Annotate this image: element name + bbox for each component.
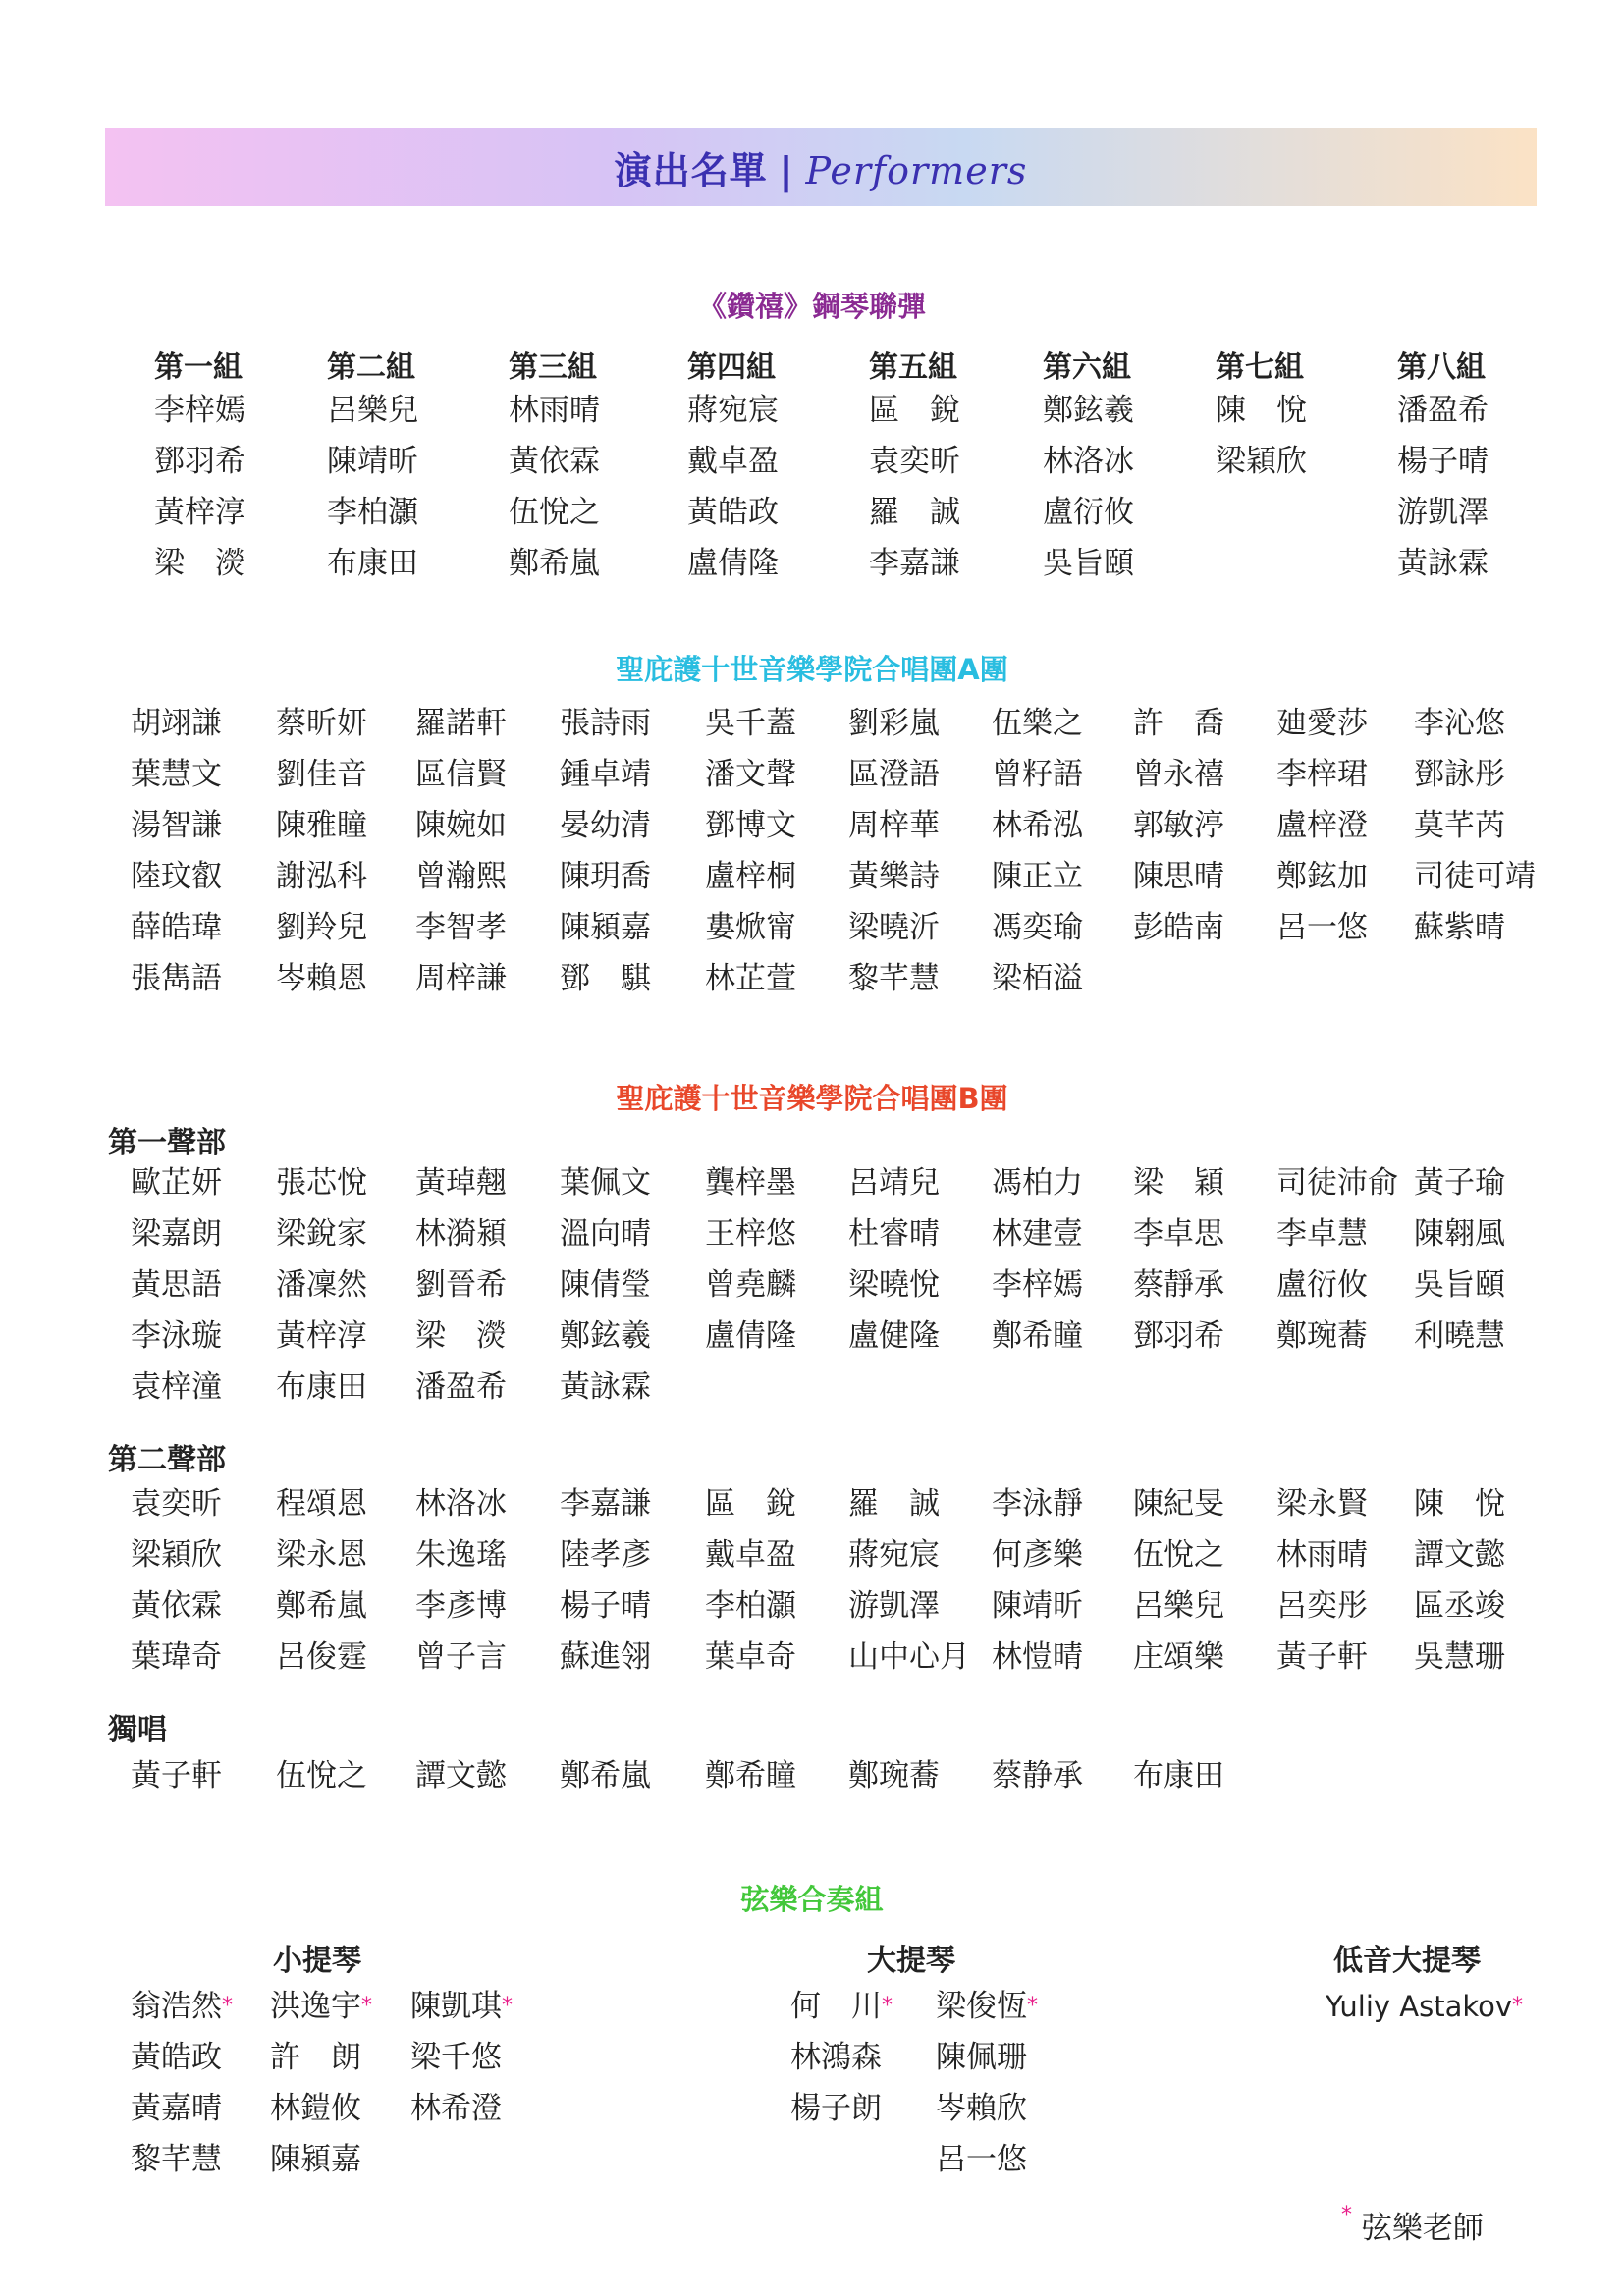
performer-name: 布康田 (1133, 1758, 1224, 1793)
performer-name: 梁千悠 (410, 2040, 502, 2075)
performer-name: 葉慧文 (131, 757, 222, 792)
performer-name: 鄧羽希 (1133, 1318, 1224, 1354)
performer-name: 陳思晴 (1133, 859, 1224, 894)
performer-name: 潘盈希 (1397, 393, 1489, 428)
performer-name: 利曉慧 (1414, 1318, 1505, 1354)
performer-name: 司徒沛俞 (1276, 1165, 1398, 1201)
performer-name: 伍樂之 (992, 706, 1083, 741)
performer-name: 黃子瑜 (1414, 1165, 1505, 1201)
performer-name: 李柏灝 (705, 1588, 796, 1624)
performer-name: 梁穎欣 (131, 1537, 222, 1573)
performer-name: 胡翊謙 (131, 706, 222, 741)
performer-name: 林漪潁 (415, 1216, 507, 1252)
performer-name: 陳倩瑩 (560, 1267, 651, 1303)
performer-name: 梁俊恆* (936, 1989, 1038, 2024)
performer-name: 梁嘉朗 (131, 1216, 222, 1252)
performer-name: 鄭希瞳 (705, 1758, 796, 1793)
performer-name: 歐芷妍 (131, 1165, 222, 1201)
performer-name: 黎芊慧 (131, 2142, 222, 2177)
performer-name: 呂一悠 (936, 2142, 1027, 2177)
performer-name: 鄧羽希 (154, 444, 245, 479)
group-heading: 第五組 (869, 350, 957, 385)
performer-name: 李嘉謙 (869, 546, 960, 581)
performer-name: Yuliy Astakov* (1326, 1990, 1524, 2023)
group-heading: 第六組 (1043, 350, 1131, 385)
performer-name: 廸愛莎 (1276, 706, 1368, 741)
teacher-marker: * (882, 1994, 893, 2018)
performer-name: 周梓華 (848, 808, 940, 843)
performer-name: 譚文懿 (1414, 1537, 1505, 1573)
performer-name: 鄭希嵐 (276, 1588, 367, 1624)
performer-name: 曾永禧 (1133, 757, 1224, 792)
performer-name: 區澄語 (848, 757, 940, 792)
performer-name: 陳潁嘉 (270, 2142, 361, 2177)
performer-name: 林希泓 (992, 808, 1083, 843)
performer-name: 李泳靜 (992, 1486, 1083, 1522)
performer-name: 杜睿晴 (848, 1216, 940, 1252)
teacher-note (1341, 2203, 1484, 2247)
performer-name: 黃依霖 (509, 444, 600, 479)
performer-name: 梁銳家 (276, 1216, 367, 1252)
performer-name: 呂俊霆 (276, 1639, 367, 1675)
performer-name: 陳正立 (992, 859, 1083, 894)
performer-name: 陳雅瞳 (276, 808, 367, 843)
group-heading: 第八組 (1397, 350, 1486, 385)
performer-name: 呂樂兒 (327, 393, 418, 428)
performer-name: 馮奕瑜 (992, 910, 1083, 945)
performer-name: 婁焮甯 (705, 910, 796, 945)
performer-name: 盧梓桐 (705, 859, 796, 894)
performer-name: 袁奕昕 (869, 444, 960, 479)
performer-name: 林洛冰 (1043, 444, 1134, 479)
performer-name: 溫向晴 (560, 1216, 651, 1252)
performer-name: 陸孝彥 (560, 1537, 651, 1573)
performer-name: 羅 誠 (848, 1486, 940, 1522)
performer-name: 黃梓淳 (154, 495, 245, 530)
performer-name: 晏幼清 (560, 808, 651, 843)
performer-name: 曾子言 (415, 1639, 507, 1675)
performer-name: 李梓珺 (1276, 757, 1368, 792)
performer-name: 吳旨頤 (1043, 546, 1134, 581)
performer-name: 鄭鉉加 (1276, 859, 1368, 894)
performer-name: 洪逸宇* (270, 1989, 372, 2024)
group-heading: 第三組 (509, 350, 597, 385)
performer-name: 吳慧珊 (1414, 1639, 1505, 1675)
performer-name: 劉晉希 (415, 1267, 507, 1303)
performer-name: 彭皓南 (1133, 910, 1224, 945)
teacher-marker: * (1512, 1994, 1524, 2018)
performer-name: 黃子軒 (1276, 1639, 1368, 1675)
performer-name: 游凱澤 (1397, 495, 1489, 530)
performer-name: 鄭鉉羲 (1043, 393, 1134, 428)
teacher-note-text: 弦樂老師 (1361, 2211, 1484, 2246)
performer-name: 區 銳 (869, 393, 960, 428)
performer-name: 曾籽語 (992, 757, 1083, 792)
performer-name: 葉佩文 (560, 1165, 651, 1201)
performer-name: 陳 悅 (1414, 1486, 1505, 1522)
performer-name: 戴卓盈 (705, 1537, 796, 1573)
performer-name: 張詩雨 (560, 706, 651, 741)
performer-name: 梁 濙 (415, 1318, 507, 1354)
instrument-heading: 大提琴 (867, 1944, 955, 1978)
performer-name: 盧健隆 (848, 1318, 940, 1354)
group-heading: 第二組 (327, 350, 415, 385)
performer-name: 鄭鉉羲 (560, 1318, 651, 1354)
performer-name: 劉佳音 (276, 757, 367, 792)
performer-name: 潘凜然 (276, 1267, 367, 1303)
performer-name: 林洛冰 (415, 1486, 507, 1522)
performer-name: 盧倩隆 (687, 546, 779, 581)
performer-name: 李泳璇 (131, 1318, 222, 1354)
performer-name: 莫芊芮 (1414, 808, 1505, 843)
performer-name: 黃皓政 (131, 2040, 222, 2075)
star-marker: * (1341, 2203, 1352, 2227)
performer-name: 梁穎欣 (1216, 444, 1307, 479)
performer-name: 伍悅之 (509, 495, 600, 530)
choir-b-section-title: 聖庇護十世音樂學院合唱團B團 (616, 1082, 1008, 1115)
performer-name: 蔡昕妍 (276, 706, 367, 741)
performer-name: 黎芊慧 (848, 961, 940, 996)
performer-name: 許 喬 (1133, 706, 1224, 741)
performer-name: 潘文聲 (705, 757, 796, 792)
performer-name: 鄭琬蕎 (1276, 1318, 1368, 1354)
teacher-marker: * (1027, 1994, 1038, 2018)
voice-part-heading: 第一聲部 (108, 1126, 226, 1160)
performer-name: 陳佩珊 (936, 2040, 1027, 2075)
teacher-marker: * (502, 1994, 513, 2018)
performer-name: 鄭希嵐 (509, 546, 600, 581)
performer-name: 何 川* (790, 1989, 893, 2024)
performer-name: 蔡静承 (992, 1758, 1083, 1793)
performer-name: 羅 誠 (869, 495, 960, 530)
performer-name: 黃依霖 (131, 1588, 222, 1624)
performer-name: 呂靖兒 (848, 1165, 940, 1201)
performer-name: 呂奕彤 (1276, 1588, 1368, 1624)
performer-name: 蔣宛宸 (848, 1537, 940, 1573)
performer-name: 山中心月 (848, 1639, 970, 1675)
performer-name: 伍悅之 (276, 1758, 367, 1793)
performer-name: 郭敏渟 (1133, 808, 1224, 843)
performer-name: 游凱澤 (848, 1588, 940, 1624)
performer-name: 黃嘉晴 (131, 2091, 222, 2126)
performer-name: 袁梓潼 (131, 1369, 222, 1405)
performer-name: 鄧 騏 (560, 961, 651, 996)
performer-name: 吳旨頤 (1414, 1267, 1505, 1303)
performer-name: 袁奕昕 (131, 1486, 222, 1522)
performer-name: 林鎧攸 (270, 2091, 361, 2126)
performer-name: 李嘉謙 (560, 1486, 651, 1522)
teacher-marker: * (222, 1994, 233, 2018)
performer-name: 李梓嫣 (992, 1267, 1083, 1303)
performer-name: 譚文懿 (415, 1758, 507, 1793)
performer-name: 楊子晴 (560, 1588, 651, 1624)
performer-name: 陸玟叡 (131, 859, 222, 894)
performer-name: 陳玥喬 (560, 859, 651, 894)
performer-name: 區信賢 (415, 757, 507, 792)
performer-name: 布康田 (327, 546, 418, 581)
performer-name: 布康田 (276, 1369, 367, 1405)
performer-name: 鄭琬蕎 (848, 1758, 940, 1793)
piano-section-title: 《鑽禧》鋼琴聯彈 (697, 290, 926, 323)
performer-name: 黃詠霖 (560, 1369, 651, 1405)
performer-name: 陳靖昕 (992, 1588, 1083, 1624)
performer-name: 呂樂兒 (1133, 1588, 1224, 1624)
performer-name: 盧衍攸 (1043, 495, 1134, 530)
instrument-heading: 小提琴 (273, 1944, 361, 1978)
performer-name: 鄭希瞳 (992, 1318, 1083, 1354)
performer-name: 戴卓盈 (687, 444, 779, 479)
performer-name: 程頌恩 (276, 1486, 367, 1522)
performer-name: 岑賴恩 (276, 961, 367, 996)
performer-name: 黃梓淳 (276, 1318, 367, 1354)
performer-name: 陳靖昕 (327, 444, 418, 479)
performer-name: 區丞竣 (1414, 1588, 1505, 1624)
title-zh: 演出名單 (614, 148, 768, 192)
performer-name: 伍悅之 (1133, 1537, 1224, 1573)
performer-name: 鄭希嵐 (560, 1758, 651, 1793)
performer-name: 梁曉悅 (848, 1267, 940, 1303)
performer-name: 梁永恩 (276, 1537, 367, 1573)
performer-name: 司徒可靖 (1414, 859, 1536, 894)
performer-name: 楊子晴 (1397, 444, 1489, 479)
performer-name: 林雨晴 (509, 393, 600, 428)
teacher-marker: * (361, 1994, 372, 2018)
voice-part-heading: 獨唱 (108, 1713, 167, 1747)
performer-name: 鄧博文 (705, 808, 796, 843)
performer-name: 許 朗 (270, 2040, 361, 2075)
performer-name: 林希澄 (410, 2091, 502, 2126)
performer-name: 曾瀚熙 (415, 859, 507, 894)
title-en: Performers (805, 148, 1028, 192)
performer-name: 蘇紫晴 (1414, 910, 1505, 945)
performer-name: 何彥樂 (992, 1537, 1083, 1573)
performer-name: 李智孝 (415, 910, 507, 945)
performer-name: 黃皓政 (687, 495, 779, 530)
performer-name: 周梓謙 (415, 961, 507, 996)
strings-section-title: 弦樂合奏組 (740, 1883, 884, 1916)
performer-name: 盧衍攸 (1276, 1267, 1368, 1303)
performer-name: 蘇進翎 (560, 1639, 651, 1675)
performer-name: 黃詠霖 (1397, 546, 1489, 581)
performer-name: 朱逸瑤 (415, 1537, 507, 1573)
group-heading: 第四組 (687, 350, 776, 385)
performer-name: 黃琸翹 (415, 1165, 507, 1201)
performer-name: 陳翱風 (1414, 1216, 1505, 1252)
performer-name: 林愷晴 (992, 1639, 1083, 1675)
performer-name: 楊子朗 (790, 2091, 882, 2126)
performer-name: 李梓嫣 (154, 393, 245, 428)
performer-name: 林雨晴 (1276, 1537, 1368, 1573)
performer-name: 蔣宛宸 (687, 393, 779, 428)
performer-name: 李柏灝 (327, 495, 418, 530)
performer-name: 葉瑋奇 (131, 1639, 222, 1675)
performer-name: 王梓悠 (705, 1216, 796, 1252)
performer-name: 鍾卓靖 (560, 757, 651, 792)
performer-name: 梁永賢 (1276, 1486, 1368, 1522)
performer-name: 龔梓墨 (705, 1165, 796, 1201)
performer-name: 劉彩嵐 (848, 706, 940, 741)
performer-name: 李沁悠 (1414, 706, 1505, 741)
title-banner (105, 128, 1537, 206)
performer-name: 劉羚兒 (276, 910, 367, 945)
performer-name: 湯智謙 (131, 808, 222, 843)
performer-name: 岑賴欣 (936, 2091, 1027, 2126)
performer-name: 林鴻森 (790, 2040, 882, 2075)
performer-name: 李卓慧 (1276, 1216, 1368, 1252)
voice-part-heading: 第二聲部 (108, 1443, 226, 1477)
instrument-heading: 低音大提琴 (1333, 1944, 1481, 1978)
performer-name: 梁栢溢 (992, 961, 1083, 996)
performer-name: 陳婉如 (415, 808, 507, 843)
performer-name: 黃思語 (131, 1267, 222, 1303)
performer-name: 鄧詠彤 (1414, 757, 1505, 792)
performer-name: 張芯悅 (276, 1165, 367, 1201)
performer-name: 曾堯麟 (705, 1267, 796, 1303)
choir-a-section-title: 聖庇護十世音樂學院合唱團A團 (616, 653, 1008, 686)
performer-name: 庄頌樂 (1133, 1639, 1224, 1675)
performer-name: 葉卓奇 (705, 1639, 796, 1675)
performer-name: 梁 濙 (154, 546, 245, 581)
performer-name: 林建壹 (992, 1216, 1083, 1252)
performer-name: 黃子軒 (131, 1758, 222, 1793)
group-heading: 第七組 (1216, 350, 1304, 385)
performer-name: 李卓思 (1133, 1216, 1224, 1252)
performer-name: 陳凱琪* (410, 1989, 513, 2024)
performer-name: 盧倩隆 (705, 1318, 796, 1354)
performer-name: 張雋語 (131, 961, 222, 996)
performer-name: 謝泓科 (276, 859, 367, 894)
group-heading: 第一組 (154, 350, 243, 385)
performer-name: 盧梓澄 (1276, 808, 1368, 843)
performer-name: 蔡靜承 (1133, 1267, 1224, 1303)
performer-name: 薛皓瑋 (131, 910, 222, 945)
title-separator: | (779, 148, 794, 192)
performer-name: 陳潁嘉 (560, 910, 651, 945)
performer-name: 羅諾軒 (415, 706, 507, 741)
performer-name: 馮柏力 (992, 1165, 1083, 1201)
performer-name: 黃樂詩 (848, 859, 940, 894)
performer-name: 林芷萱 (705, 961, 796, 996)
performer-name: 陳紀旻 (1133, 1486, 1224, 1522)
performer-name: 潘盈希 (415, 1369, 507, 1405)
performer-name: 陳 悅 (1216, 393, 1307, 428)
performer-name: 呂一悠 (1276, 910, 1368, 945)
page-title (615, 140, 1028, 194)
performer-name: 梁 穎 (1133, 1165, 1224, 1201)
performer-name: 李彥博 (415, 1588, 507, 1624)
performer-name: 梁曉沂 (848, 910, 940, 945)
performer-name: 區 銳 (705, 1486, 796, 1522)
performer-name: 翁浩然* (131, 1989, 233, 2024)
performer-name: 吳千蓋 (705, 706, 796, 741)
